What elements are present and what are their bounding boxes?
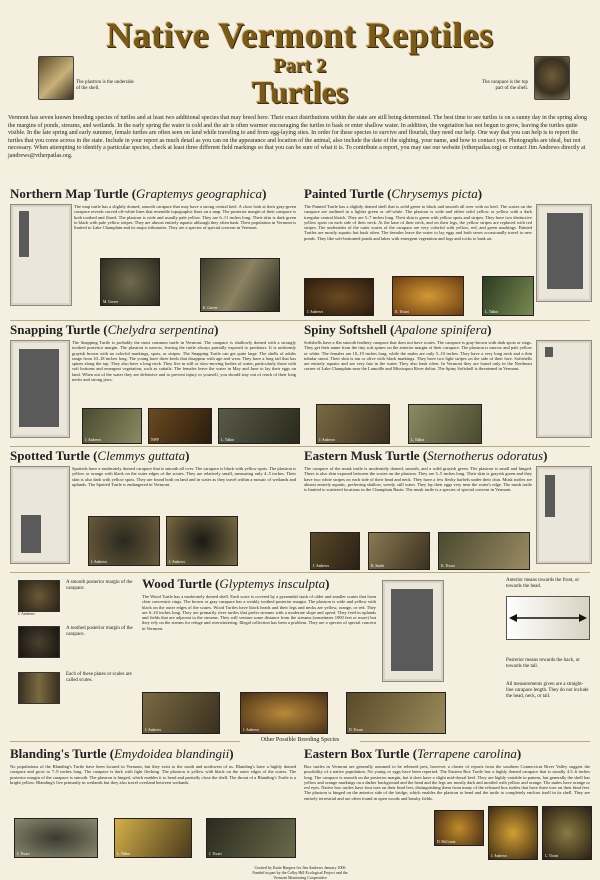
species-photo: J. Tiwari bbox=[14, 818, 98, 858]
species-northern-map-turtle bbox=[10, 186, 298, 316]
species-description: The map turtle has a slightly domed, smooth carapace that may have a strong central keel. A close look at their gray-green carapace reveals curved off-white lines that resemble topographic lines on a map. The posterior margin of their carapace is both toothed and flared. The plastron is wide and usually pale yellow. They are 6–11 inches long. Their skin is dark green to black with pale yellow stripes. They are almost entirely aquatic although they often bask. Their population in Vermont is limited to Lake Champlain and its major tributaries. They are a species of special concern in Vermont. bbox=[74, 204, 296, 231]
species-photo: D. Tiwari bbox=[346, 692, 446, 734]
range-map bbox=[382, 580, 444, 682]
header bbox=[0, 0, 600, 110]
species-latin-name: Clemmys guttata bbox=[97, 448, 186, 463]
species-photo: L. Talbot bbox=[218, 408, 300, 444]
species-photo: NWF bbox=[148, 408, 212, 444]
footer-credits bbox=[220, 866, 380, 880]
species-title: Spotted Turtle (Clemmys guttata) bbox=[10, 448, 190, 463]
range-map bbox=[536, 340, 592, 438]
species-wood-turtle bbox=[142, 576, 446, 736]
poster-title: Native Vermont Reptiles bbox=[106, 15, 494, 55]
section-divider bbox=[10, 320, 590, 321]
footer-line: Created by Katie Burgess for Jim Andrews January 2006 bbox=[254, 865, 346, 870]
species-common-name: Eastern Musk Turtle bbox=[304, 448, 420, 463]
species-photo: J. Andrews bbox=[310, 532, 360, 570]
footer-line: Vermont Monitoring Cooperative bbox=[273, 874, 327, 880]
species-title: Northern Map Turtle (Graptemys geographica) bbox=[10, 186, 267, 201]
species-common-name: Wood Turtle bbox=[142, 576, 212, 591]
species-description: Softshells have a flat smooth leathery carapace that does not have scutes. The carapace is gray-brown with dark spots or rings. They get their name from the tiny soft spines on the anterior margin of their carapace. The plastron is narrow and pale yellow or white. The females are 10–19 inches long, while the males are only 5–10 inches. They have a very long neck and a thin tubular snout. Their skin is tan or olive with black markings. They have two light stripes on the side of their face. Softshells are entirely aquatic and are very fast in the water. They also bask often. In Vermont they are found only in the Northeast corner of Lake Champlain near the Lamoille and Missisquoi River deltas. The Spiny Softshell is threatened in Vermont. bbox=[304, 340, 532, 372]
species-latin-name: Chelydra serpentina bbox=[107, 322, 215, 337]
toothed-margin-photo bbox=[18, 626, 60, 658]
species-common-name: Eastern Box Turtle bbox=[304, 746, 410, 761]
range-map bbox=[536, 466, 592, 564]
species-photo: J. Andrews bbox=[88, 516, 160, 566]
species-photo: J. Andrews bbox=[82, 408, 142, 444]
species-photo: J. Tiwari bbox=[206, 818, 296, 858]
species-photo: J. Andrews bbox=[240, 692, 328, 734]
species-title: Blanding's Turtle (Emydoidea blandingii) bbox=[10, 746, 234, 761]
species-description: The carapace of the musk turtle is moderately domed, smooth, and a solid grayish green. The plastron is small and hinged. There is also skin exposed between the scutes on the plastron. They are 3–5 inches long. Their skin is grayish green and they have two white stripes on each side of their head and neck. They have a few fleshy barbels under their chin. Musk turtles are almost entirely aquatic, preferring shallow, weedy, still water. They lay their eggs very near the water's edge. The musk turtle is limited to scattered locations in the Champlain Basin. The musk turtle is a species of special concern in Vermont. bbox=[304, 466, 532, 493]
species-description: No populations of the Blanding's Turtle have been located in Vermont, but they exist to the south and northwest of us. Blanding's have a highly domed carapace and grow to 7–9 inches long. The carapace is dark with light flecking. The plastron is yellow with black on the outer edges of the scutes. The posterior margin of the carapace is smooth. The plastron is hinged, which enables it to bend and partially close the shell. The throat of a Blanding's Turtle is a bright yellow. Blanding's live primarily in wetlands but they also travel overland between wetlands. bbox=[10, 764, 296, 785]
species-latin-name: Sternotherus odoratus bbox=[427, 448, 544, 463]
species-photo: J. Andrews bbox=[316, 404, 390, 444]
species-spotted-turtle bbox=[10, 448, 298, 568]
smooth-margin-caption: A smooth posterior margin of the carapace. bbox=[66, 580, 133, 591]
species-common-name: Blanding's Turtle bbox=[10, 746, 107, 761]
species-common-name: Painted Turtle bbox=[304, 186, 384, 201]
species-photo: J. Andrews bbox=[142, 692, 220, 734]
species-eastern-box-turtle bbox=[304, 746, 592, 864]
species-common-name: Spotted Turtle bbox=[10, 448, 90, 463]
species-description: Box turtles in Vermont are generally assumed to be released pets, however a cluster of reports from the southern Connecticut River Valley suggest the possibility of a native population. No young or eggs have been reported. The Eastern Box Turtle has a highly domed carapace that is usually 4.5–6 inches long. The carapace is smooth on the posterior margin, but it does have a slight mid-dorsal keel. They are highly variable in pattern, but generally the shell has yellow and orange markings on a darker background and the head and the legs are mostly dark and mottled with yellow and orange. The males have orange or red eyes. Native box turtles have four toes on their hind feet, distinguishing them from many of the released box turtles that have three toes on their hind feet. The plastron is hinged on the anterior side of the bridge, which enables the plastron to bend and the turtle to completely enclose itself in its shell. They are entirely terrestrial and are often found in open woods and brushy fields. bbox=[304, 764, 590, 801]
species-latin-name: Graptemys geographica bbox=[136, 186, 263, 201]
species-photo: L. Talbot bbox=[408, 404, 482, 444]
section-divider bbox=[10, 446, 590, 447]
species-title: Wood Turtle (Glyptemys insculpta) bbox=[142, 576, 330, 591]
species-title: Eastern Musk Turtle (Sternotherus odoratus) bbox=[304, 448, 548, 463]
species-photo: L. Tiwari bbox=[542, 806, 592, 860]
species-latin-name: Emydoidea blandingii bbox=[114, 746, 230, 761]
species-photo: K. Tiwari bbox=[438, 532, 530, 570]
species-title: Snapping Turtle (Chelydra serpentina) bbox=[10, 322, 219, 337]
section-divider bbox=[10, 741, 240, 742]
species-common-name: Northern Map Turtle bbox=[10, 186, 129, 201]
species-title: Spiny Softshell (Apalone spinifera) bbox=[304, 322, 492, 337]
species-photo: D. McCrorie bbox=[434, 810, 484, 846]
scutes-caption: Each of these plates or scales are called scutes. bbox=[66, 672, 132, 683]
species-photo: J. Andrews bbox=[166, 516, 238, 566]
section-divider bbox=[360, 741, 590, 742]
species-blandings-turtle bbox=[10, 746, 298, 864]
range-map bbox=[10, 204, 72, 306]
species-latin-name: Apalone spinifera bbox=[394, 322, 488, 337]
carapace-caption: The carapace is the top part of the shell. bbox=[481, 80, 528, 91]
smooth-margin-photo bbox=[18, 580, 60, 612]
anterior-caption: Anterior means towards the front, or towards the head. bbox=[506, 578, 580, 589]
measurement-caption: All measurements given are a straight-line carapace length. They do not include the head, neck, or tail. bbox=[506, 682, 589, 699]
species-spiny-softshell bbox=[304, 322, 592, 442]
poster-subtitle: Part 2 bbox=[273, 55, 327, 77]
species-latin-name: Terrapene carolina bbox=[417, 746, 517, 761]
anterior-posterior-diagram bbox=[506, 596, 590, 640]
species-title: Eastern Box Turtle (Terrapene carolina) bbox=[304, 746, 522, 761]
carapace-photo bbox=[534, 56, 570, 100]
species-description: The Painted Turtle has a slightly domed shell that is solid green to black and smooth all over with no keel. The scutes on the carapace are outlined in a lighter green or off-white. The plastron is wide and either solid yellow or yellow with a dark irregular central blotch. They are 5–7 inches long. Their skin is green with yellow spots and stripes. They have two distinctive yellow spots on each side of their neck. At the base of their neck, and on their legs, the yellow stripes are replaced with red stripes. The undersides of the outer scutes of the carapace are very colorful with yellow, red, and green markings. Painted Turtles are mostly aquatic but bask often. The females leave the water to lay eggs and both sexes occasionally travel to new ponds. They like soft-bottomed ponds and lakes with emergent vegetation and logs and rocks to bask on. bbox=[304, 204, 532, 241]
species-description: The Snapping Turtle is probably the most common turtle in Vermont. The carapace is shallowly domed with a strongly toothed posterior margin. The plastron is narrow, leaving the turtle always partially exposed to predators. It is uniformly grayish brown with no colorful markings, spots, or stripes. The Snapping Turtle can get quite large. The shells of adults range from 10–18 inches long. The young have three keels that disappear with age and wear. They have a long tail that has spines along the top. They also have a long neck. They live in still or slow-moving bodies of water, particularly those with soft bottoms and emergent vegetation, such as cattails. The females leave the water in May and June to lay their eggs on land. When out of the water they are defensive and to prevent injury to yourself, you should stay out of reach of their long necks and strong jaws. bbox=[72, 340, 296, 383]
species-photo: L. Talbot bbox=[114, 818, 192, 858]
species-description: The Wood Turtle has a moderately domed shell. Each scute is covered by a pyramidal stack of older and smaller scutes that form clear concentric rings. The brown or gray carapace has a weakly toothed posterior margin. The plastron is wide and yellow with black on the outer edges of the scutes. Wood Turtles have black heads and their legs and necks are yellow, orange, or red. They are 6–10 inches long. They are primarily river turtles that prefer streams with a moderate slope and speed. They feed in uplands and fields that are adjacent to the streams. They will venture some distance from the streams (sometimes 1000 feet or more) but they rely on the stream for refuge and overwintering. Illegal collection has been a problem. They are a species of special concern in Vermont. bbox=[142, 594, 376, 631]
species-latin-name: Glyptemys insculpta bbox=[219, 576, 326, 591]
species-latin-name: Chrysemys picta bbox=[391, 186, 478, 201]
poster-heading: Turtles bbox=[251, 74, 349, 110]
scutes-photo bbox=[18, 672, 60, 704]
species-common-name: Snapping Turtle bbox=[10, 322, 100, 337]
range-map bbox=[10, 340, 70, 438]
toothed-margin-caption: A toothed posterior margin of the carapace. bbox=[66, 626, 133, 637]
species-photo: J. Andrews bbox=[304, 278, 374, 316]
species-description: Spotteds have a moderately domed carapace that is smooth all over. The carapace is black with yellow spots. The plastron is yellow or orange with black on the outer edges of the scutes. They are relatively small, measuring only 4–5 inches. Their skin is also dark with yellow spots. They are found both on land and in water as they travel within a mosaic of wetlands and uplands. The Spotted Turtle is endangered in Vermont. bbox=[72, 466, 296, 487]
species-painted-turtle bbox=[304, 186, 592, 316]
species-photo: K. Smith bbox=[368, 532, 430, 570]
id-credit: J. Andrews bbox=[18, 612, 35, 616]
plastron-caption: The plastron is the underside of the shell. bbox=[76, 80, 134, 91]
species-photo: K. Grover bbox=[200, 258, 280, 312]
section-divider bbox=[10, 572, 590, 573]
species-photo: K. Tiwari bbox=[392, 276, 464, 316]
species-photo: M. Grover bbox=[100, 258, 160, 306]
species-eastern-musk-turtle bbox=[304, 448, 592, 568]
species-snapping-turtle bbox=[10, 322, 298, 442]
species-title: Painted Turtle (Chrysemys picta) bbox=[304, 186, 483, 201]
arrow-icon bbox=[507, 597, 589, 639]
range-map bbox=[10, 466, 70, 564]
range-map bbox=[536, 204, 592, 302]
species-photo: J. Andrews bbox=[488, 806, 538, 860]
posterior-caption: Posterior means towards the back, or towards the tail. bbox=[506, 658, 580, 669]
other-species-label: Other Possible Breeding Species bbox=[260, 737, 340, 743]
intro-paragraph: Vermont has seven known breeding species of turtles and at least two additional species that may breed here. Their exact distributions within the state are still being determined. The best time to see turtles is on a sunny day in the spring along the margins of ponds, streams, and wetlands. In the early spring the water is cold and the air is often warmer encouraging the turtles to bask or enter shallow water. In addition, the vegetation has not begun to grow, leaving the turtles quite visible. In the late spring and early summer, female turtles are often seen on land while traveling to and from egg-laying sites. In order for these species to survive and flourish, they need our help. One way that you can help is to report the turtles that you come across in the state. Include in your report as much detail as you can on the appearance and location of the animal, also include the date of the sighting, your name, and how to contact you. Photographs are ideal, but not necessary. When attempting to identify a particular species, check at least three different field markings so that you can be sure of what it is. To contribute a report, you may use our website (vtherpatlas.org) or contact Jim Andrews directly at jandrews@vtherpatlas.org. bbox=[8, 115, 587, 159]
footer-line: Funded in part by the Colby Hill Ecological Project and the bbox=[252, 869, 348, 875]
species-photo: L. Talbot bbox=[482, 276, 534, 316]
species-common-name: Spiny Softshell bbox=[304, 322, 387, 337]
